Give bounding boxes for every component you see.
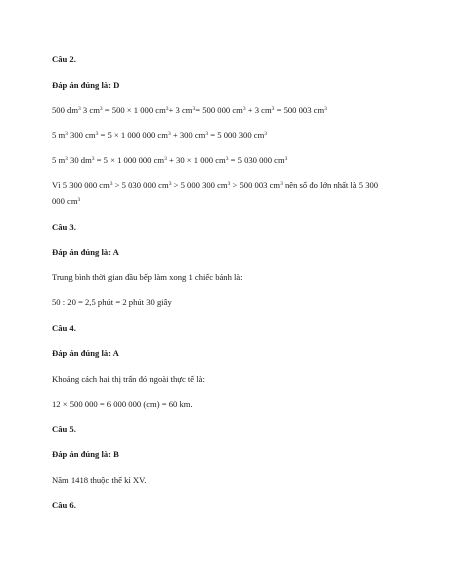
- q2-line-5: 000 $cm^3$: [52, 196, 81, 206]
- q5-text-1: Năm 1418 thuộc thế kỉ XV.: [52, 475, 147, 485]
- q4-text-2: 12 × 500 000 = 6 000 000 (cm) = 60 km.: [52, 399, 193, 409]
- q4-answer: Đáp án đúng là: A: [52, 348, 119, 358]
- q2-answer: Đáp án đúng là: D: [52, 80, 120, 90]
- q3-text-2: 50 : 20 = 2,5 phút = 2 phút 30 giây: [52, 297, 172, 307]
- q4-text-1: Khoảng cách hai thị trấn đó ngoài thực tế là:: [52, 374, 205, 384]
- q2-line-1: 500 $dm^3$ 3 $cm^3 = 500 \times 1$ 000 $cm^3+ 3$ $cm^3= 500$ 000 $cm^3 + 3$ $cm^3 = 500$ 003 $cm^3$: [52, 105, 327, 115]
- q5-title: Câu 5.: [52, 424, 76, 434]
- q6-title: Câu 6.: [52, 500, 76, 510]
- q4-title: Câu 4.: [52, 323, 76, 333]
- q2-line-3: 5 $m^3$ 30 $dm^3 = 5 \times 1$ 000 000 $cm^3 + 30 \times 1$ 000 $cm^3 = 5$ 030 000 $cm^3$: [52, 155, 288, 165]
- q3-text-1: Trung bình thời gian đầu bếp làm xong 1 chiếc bánh là:: [52, 272, 243, 282]
- q3-answer: Đáp án đúng là: A: [52, 247, 119, 257]
- q2-title: Câu 2.: [52, 54, 76, 64]
- q2-line-4: Vì 5 300 000 $cm^3 > 5$ 030 000 $cm^3 > 5$ 000 300 $cm^3 > 500$ 003 $cm^3$ nên số đo lớn nhất là 5 300: [52, 180, 379, 190]
- q5-answer: Đáp án đúng là: B: [52, 449, 119, 459]
- q3-title: Câu 3.: [52, 222, 76, 232]
- q2-line-2: 5 $m^3$ 300 $cm^3 = 5 \times 1$ 000 000 $cm^3 + 300$ $cm^3 = 5$ 000 300 $cm^3$: [52, 130, 268, 140]
